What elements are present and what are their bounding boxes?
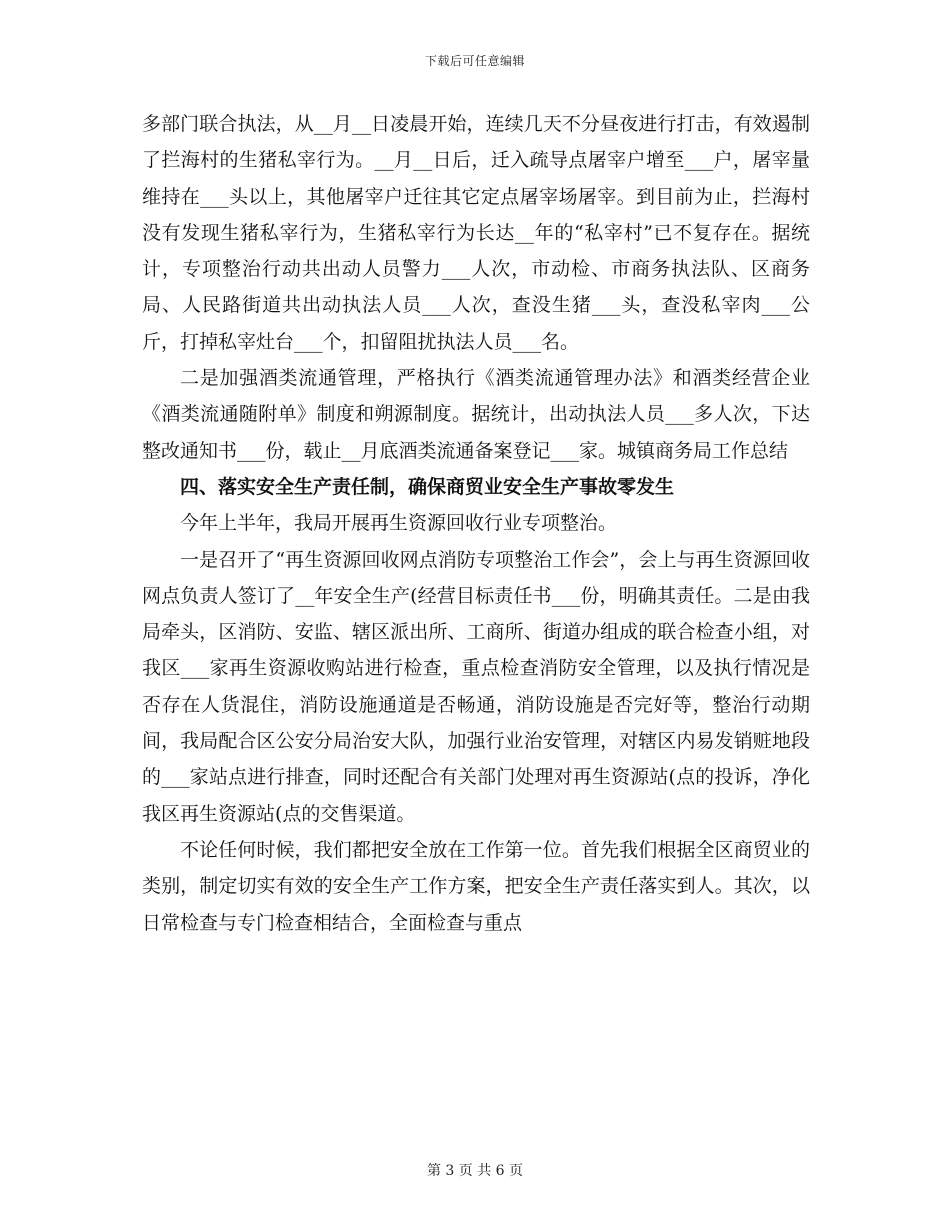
document-body [142, 106, 810, 941]
header-note: 下载后可任意编辑 [424, 54, 525, 68]
page-number: 第 3 页 共 6 页 [426, 1163, 524, 1179]
section-heading-safety: 四、落实安全生产责任制，确保商贸业安全生产事故零发生 [180, 475, 675, 498]
paragraph-liquor-management: 二是加强酒类流通管理，严格执行《酒类流通管理办法》和酒类经营企业《酒类流通随附单》制度和朔源制度。据统计，出动执法人员___多人次，下达整改通知书___份，载止__月底酒类流通备案登记___家。城镇商务局工作总结 [142, 367, 810, 462]
paragraph-safety-first: 不论任何时候，我们都把安全放在工作第一位。首先我们根据全区商贸业的类别，制定切实有效的安全生产工作方案，把安全生产责任落实到人。其次，以日常检查与专门检查相结合，全面检查与重点 [142, 838, 810, 934]
paragraph-recycling-details: 一是召开了“再生资源回收网点消防专项整治工作会”，会上与再生资源回收网点负责人签订了__年安全生产(经营目标责任书___份，明确其责任。二是由我局牵头，区消防、安监、辖区派出所、工商所、街道办组成的联合检查小组，对我区___家再生资源收购站进行检查，重点检查消防安全管理，以及执行情况是否存在人货混住，消防设施通道是否畅通，消防设施是否完好等，整治行动期间，我局配合区公安分局治安大队，加强行业治安管理，对辖区内易发销赃地段的___家站点进行排查，同时还配合有关部门处理对再生资源站(点的投诉，净化我区再生资源站(点的交售渠道。 [142, 548, 810, 825]
paragraph-enforcement: 多部门联合执法，从__月__日凌晨开始，连续几天不分昼夜进行打击，有效遏制了拦海村的生猪私宰行为。__月__日后，迁入疏导点屠宰户增至___户，屠宰量维持在___头以上，其他屠宰户迁往其它定点屠宰场屠宰。到目前为止，拦海村没有发现生猪私宰行为，生猪私宰行为长达__年的“私宰村”已不复存在。据统计，专项整治行动共出动人员警力___人次，市动检、市商务执法队、区商务局、人民路街道共出动执法人员___人次，查没生猪___头，查没私宰肉___公斤，打掉私宰灶台___个，扣留阻扰执法人员___名。 [142, 113, 810, 353]
paragraph-recycling-intro: 今年上半年，我局开展再生资源回收行业专项整治。 [180, 512, 618, 535]
